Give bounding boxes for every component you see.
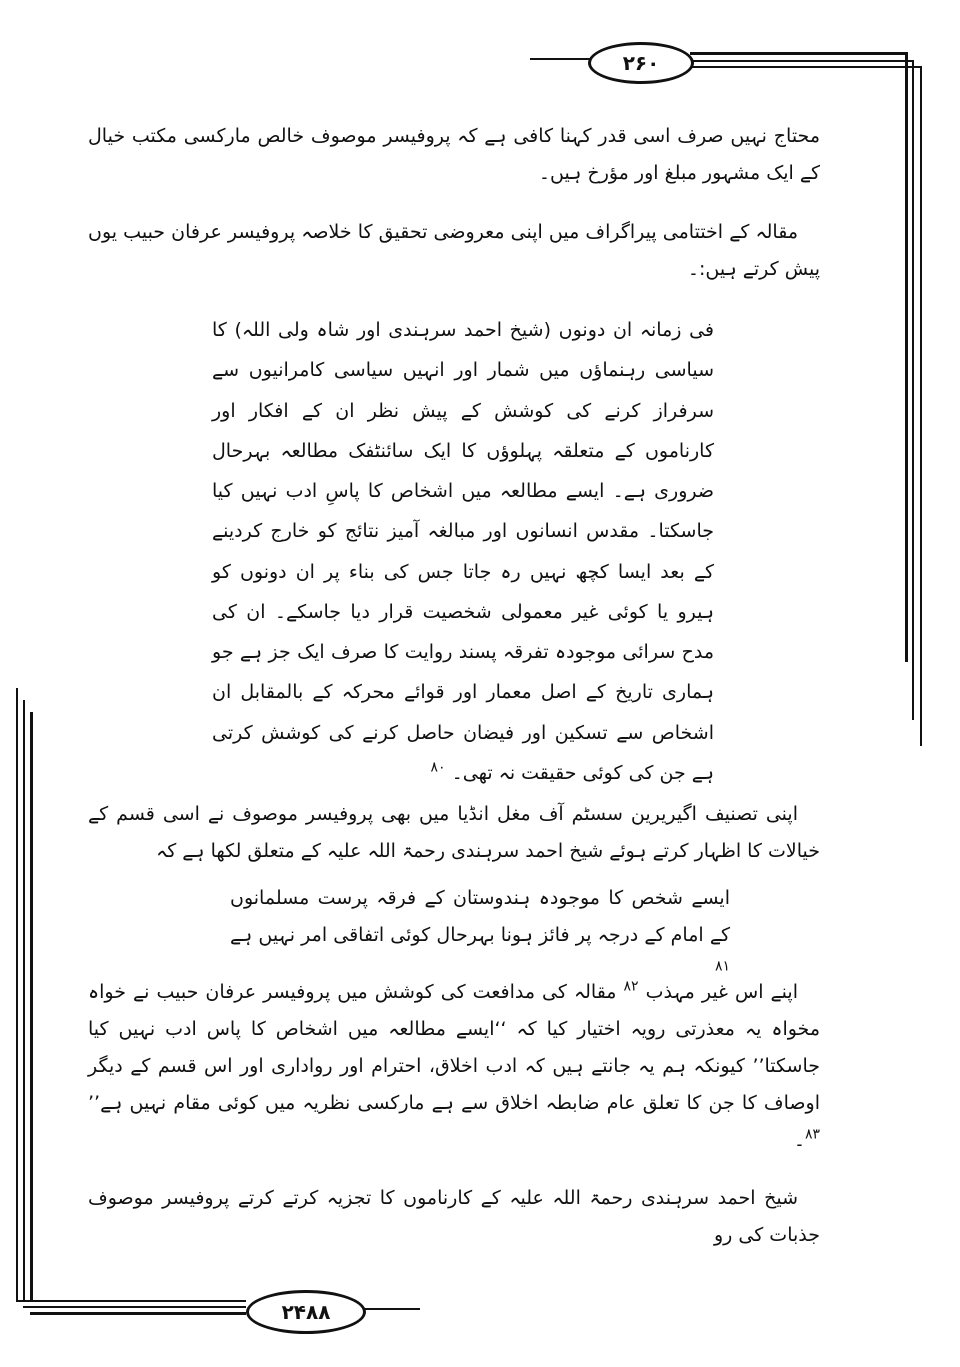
footnote-ref-82: ۸۲	[623, 978, 639, 995]
bottom-page-number: ۲۴۸۸	[246, 1290, 366, 1334]
bottom-frame-line-right	[360, 1308, 420, 1310]
footnote-ref-80: ۸۰	[430, 759, 446, 776]
defence-part1: اپنے اس غیر مہذب	[645, 981, 798, 1003]
bottom-frame-line-1	[16, 1300, 246, 1302]
paragraph-final: شیخ احمد سرہندی رحمۃ اللہ علیہ کے کارناموں کا تجزیہ کرتے کرتے پروفیسر موصوف جذبات کی رو	[88, 1187, 820, 1247]
top-page-number: ۲۶۰	[588, 42, 694, 84]
quote-irfan-habib	[212, 310, 714, 793]
right-frame-line-3	[920, 66, 922, 746]
bottom-frame-line-3	[30, 1312, 246, 1315]
bottom-frame-line-2	[23, 1306, 246, 1308]
top-frame-line-2	[690, 60, 912, 62]
quote-text: فی زمانہ ان دونوں (شیخ احمد سرہندی اور شاہ ولی اللہ) کا سیاسی رہنماؤں میں شمار اور انہیں سیاسی کامرانیوں سے سرفراز کرنے کی کوشش کے پیش نظر ان کے افکار اور کارناموں کے متعلقہ پہلوؤں کا ایک سائنٹفک مطالعہ بہرحال ضروری ہے۔ ایسے مطالعہ میں اشخاص کا پاسِ ادب نہیں کیا جاسکتا۔ مقدس انسانوں اور مبالغہ آمیز نتائج کو خارج کردینے کے بعد ایسا کچھ نہیں رہ جاتا جس کی بناء پر ان دونوں کو ہیرو یا کوئی غیر معمولی شخصیت قرار دیا جاسکے۔ ان کی مدح سرائی موجودہ تفرقہ پسند روایت کا صرف ایک جز ہے جو ہماری تاریخ کے اصل معمار اور قوائے محرکہ کے بالمقابل ان اشخاص سے تسکین اور فیضان حاصل کرنے کی کوشش کرتی ہے جن کی کوئی حقیقت نہ تھی۔	[212, 319, 714, 784]
footnote-ref-81: ۸۱	[714, 958, 730, 975]
paragraph-agrarian-system: اپنی تصنیف اگیریرین سسٹم آف مغل انڈیا میں بھی پروفیسر موصوف نے اسی قسم کے خیالات کا اظہار کرتے ہوئے شیخ احمد سرہندی رحمۃ اللہ علیہ کے متعلق لکھا ہے کہ	[88, 803, 820, 863]
top-frame-line-1	[690, 52, 905, 55]
left-frame-line-3	[30, 712, 33, 1302]
left-frame-line-1	[16, 688, 18, 1300]
paragraph-conclusion-intro: مقالہ کے اختتامی پیراگراف میں اپنی معروضی تحقیق کا خلاصہ پروفیسر عرفان حبیب یوں پیش کرتے ہیں:۔	[88, 221, 820, 281]
top-frame-line-left	[530, 58, 590, 60]
defence-end: ۔	[793, 1129, 805, 1152]
quote2-text: ایسے شخص کا موجودہ ہندوستان کے فرقہ پرست مسلمانوں کے امام کے درجہ پر فائز ہونا بہرحال کوئی اتفاقی امر نہیں ہے	[230, 887, 730, 947]
right-frame-line-1	[905, 52, 908, 662]
top-frame-line-3	[690, 66, 920, 68]
left-frame-line-2	[23, 700, 25, 1300]
right-frame-line-2	[912, 60, 914, 720]
footnote-ref-83: ۸۳	[804, 1126, 820, 1143]
paragraph-defence	[88, 974, 820, 1159]
paragraph-intro: محتاج نہیں صرف اسی قدر کہنا کافی ہے کہ پروفیسر موصوف خالص مارکسی مکتب خیال کے ایک مشہور مبلغ اور مؤرخ ہیں۔	[88, 125, 820, 185]
defence-part2: مقالہ کی مدافعت کی کوشش میں پروفیسر عرفان حبیب نے خواہ مخواہ یہ معذرتی رویہ اختیار کیا کہ ‘‘ایسے مطالعہ میں اشخاص کا پاس ادب نہیں کیا جاسکتا’’ کیونکہ ہم یہ جانتے ہیں کہ ادب اخلاق، احترام اور رواداری اور اس قسم کے دیگر اوصاف کا جن کا تعلق عام ضابطہ اخلاق سے ہے مارکسی نظریہ میں کوئی مقام نہیں ہے’’	[88, 981, 820, 1115]
